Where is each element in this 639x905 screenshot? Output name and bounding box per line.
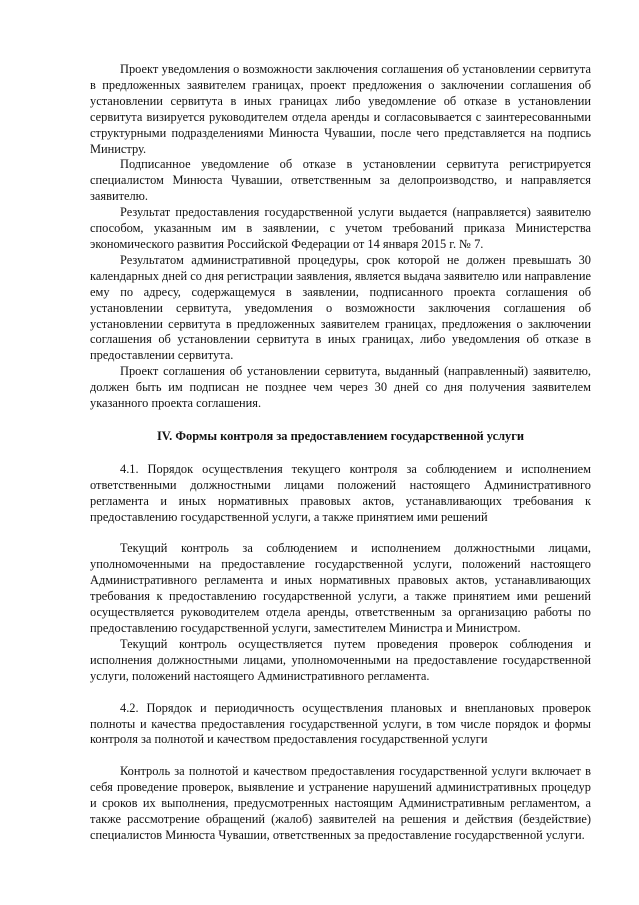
paragraph-refusal-registration: Подписанное уведомление об отказе в установлении сервитута регистрируется специалистом Минюста Чувашии, ответственным за делопроизводство, и направляется заявителю. — [90, 157, 591, 204]
paragraph-4-1: 4.1. Порядок осуществления текущего контроля за соблюдением и исполнением ответственными должностными лицами положений настоящего Административного регламента и иных нормативных правовых актов, устанавливающих требования к предоставлению государственной услуги, а также принятием ими решений — [90, 461, 591, 524]
paragraph-procedure-result: Результатом административной процедуры, срок которой не должен превышать 30 календарных дней со дня регистрации заявления, является выдача заявителю или направление ему по адресу, содержащемуся в заявлении, подписанного проекта соглашения об установлении сервитута, уведомления о возможности заключения соглашения об установлении сервитута в предложенных заявителем границах, предложения о заключении соглашения об установлении сервитута в иных границах, либо уведомления об отказе в предоставлении сервитута. — [90, 252, 591, 363]
paragraph-agreement-signing: Проект соглашения об установлении сервитута, выданный (направленный) заявителю, должен быть им подписан не позднее чем через 30 дней со дня получения заявителем указанного проекта соглашения. — [90, 364, 591, 411]
paragraph-current-control-checks: Текущий контроль осуществляется путем проведения проверок соблюдения и исполнения должностными лицами, уполномоченными на предоставление государственной услуги, положений настоящего Административного регламента. — [90, 636, 591, 683]
paragraph-draft-notice: Проект уведомления о возможности заключения соглашения об установлении сервитута в предложенных заявителем границах, проект предложения о заключении соглашения об установлении сервитута в иных границах либо уведомление об отказе в установлении сервитута визируется руководителем отдела аренды и согласовывается с заинтересованными структурными подразделениями Минюста Чувашии, после чего представляется на подпись Министру. — [90, 62, 591, 156]
paragraph-quality-control: Контроль за полнотой и качеством предоставления государственной услуги включает в себя проведение проверок, выявление и устранение нарушений административных процедур и сроков их выполнения, предусмотренных настоящим Административным регламентом, а также рассмотрение обращений (жалоб) заявителей на решения и действия (бездействие) специалистов Минюста Чувашии, ответственных за предоставление государственной услуги. — [90, 764, 591, 842]
section-heading: IV. Формы контроля за предоставлением государственной услуги — [156, 428, 524, 443]
paragraph-current-control: Текущий контроль за соблюдением и исполнением должностными лицами, уполномоченными на предоставление государственной услуги, положений настоящего Административного регламента и иных нормативных правовых актов, устанавливающих требования к предоставлению государственной услуги, а также принятием ими решений осуществляется руководителем отдела аренды, ответственным за организацию работы по предоставлению государственной услуги, заместителем Министра и Министром. — [90, 541, 591, 635]
paragraph-service-result: Результат предоставления государственной услуги выдается (направляется) заявителю способом, указанным им в заявлении, с учетом требований приказа Министерства экономического развития Российской Федерации от 14 января 2015 г. № 7. — [90, 205, 591, 251]
paragraph-4-2: 4.2. Порядок и периодичность осуществления плановых и внеплановых проверок полноты и качества предоставления государственной услуги, в том числе порядок и формы контроля за полнотой и качеством предоставления государственной услуги — [90, 700, 591, 747]
